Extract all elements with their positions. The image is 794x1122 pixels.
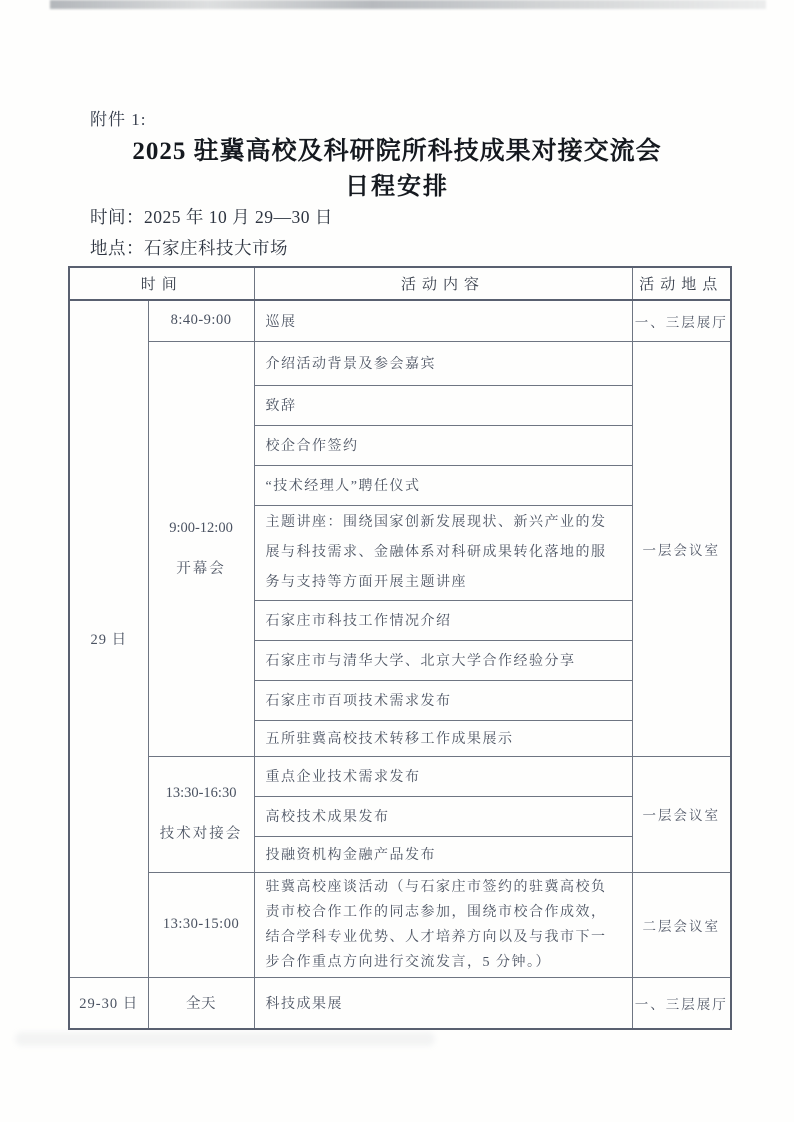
agenda-item: 校企合作签约 [254, 425, 632, 465]
col-header-location: 活动地点 [632, 267, 731, 300]
agenda-item: 主题讲座：围绕国家创新发展现状、新兴产业的发展与科技需求、金融体系对科研成果转化落地的服务与支持等方面开展主题讲座 [254, 505, 632, 600]
table-row [69, 756, 731, 796]
day-cell-29-30: 29-30 日 [69, 977, 148, 1029]
time-cell-symposium: 13:30-15:00 [148, 872, 254, 977]
session-cell-matching [148, 756, 254, 872]
agenda-item: 投融资机构金融产品发布 [254, 836, 632, 872]
content-cell-tour: 巡展 [254, 300, 632, 341]
session-name: 技术对接会 [159, 826, 243, 842]
agenda-item: 石家庄市与清华大学、北京大学合作经验分享 [254, 640, 632, 680]
agenda-item: 石家庄市百项技术需求发布 [254, 680, 632, 720]
location-cell-opening: 一层会议室 [632, 341, 731, 756]
agenda-item: 五所驻冀高校技术转移工作成果展示 [254, 720, 632, 756]
content-cell-symposium: 驻冀高校座谈活动（与石家庄市签约的驻冀高校负责市校合作工作的同志参加，围绕市校合作成效，结合学科专业优势、人才培养方向以及与我市下一步合作重点方向进行交流发言，5 分钟。） [254, 872, 632, 977]
col-header-content: 活动内容 [254, 267, 632, 300]
doc-subtitle: 日程安排 [345, 174, 449, 200]
header-row [69, 267, 731, 300]
agenda-item: 重点企业技术需求发布 [254, 756, 632, 796]
meta-location-line: 地点：石家庄科技大市场 [90, 238, 288, 258]
agenda-item: 介绍活动背景及参会嘉宾 [254, 341, 632, 385]
agenda-item: 致辞 [254, 385, 632, 425]
location-cell-matching: 一层会议室 [632, 756, 731, 872]
location-cell-symposium: 二层会议室 [632, 872, 731, 977]
meta-time-line: 时间：2025 年 10 月 29—30 日 [90, 207, 333, 227]
location-cell-exhibition: 一、三层展厅 [632, 977, 731, 1029]
session-time: 13:30-16:30 [165, 785, 237, 801]
content-cell-exhibition: 科技成果展 [254, 977, 632, 1029]
time-cell-exhibition: 全天 [148, 977, 254, 1029]
table-row [69, 977, 731, 1029]
table-row [69, 872, 731, 977]
schedule-table [68, 266, 732, 1030]
col-header-time: 时间 [69, 267, 254, 300]
scan-artifact-top [50, 0, 766, 9]
doc-title: 2025 驻冀高校及科研院所科技成果对接交流会 [132, 138, 662, 165]
location-cell-tour: 一、三层展厅 [632, 300, 731, 341]
session-name: 开幕会 [176, 560, 226, 577]
attachment-label: 附件 1: [90, 110, 147, 129]
scan-artifact-bottom [15, 1032, 435, 1046]
table-row [69, 341, 731, 385]
table-row [69, 300, 731, 341]
session-cell-opening [148, 341, 254, 756]
agenda-item: “技术经理人”聘任仪式 [254, 465, 632, 505]
agenda-item: 石家庄市科技工作情况介绍 [254, 600, 632, 640]
agenda-item: 高校技术成果发布 [254, 796, 632, 836]
session-time: 9:00-12:00 [169, 519, 233, 536]
day-cell-29: 29 日 [69, 300, 148, 977]
time-cell-tour: 8:40-9:00 [148, 300, 254, 341]
